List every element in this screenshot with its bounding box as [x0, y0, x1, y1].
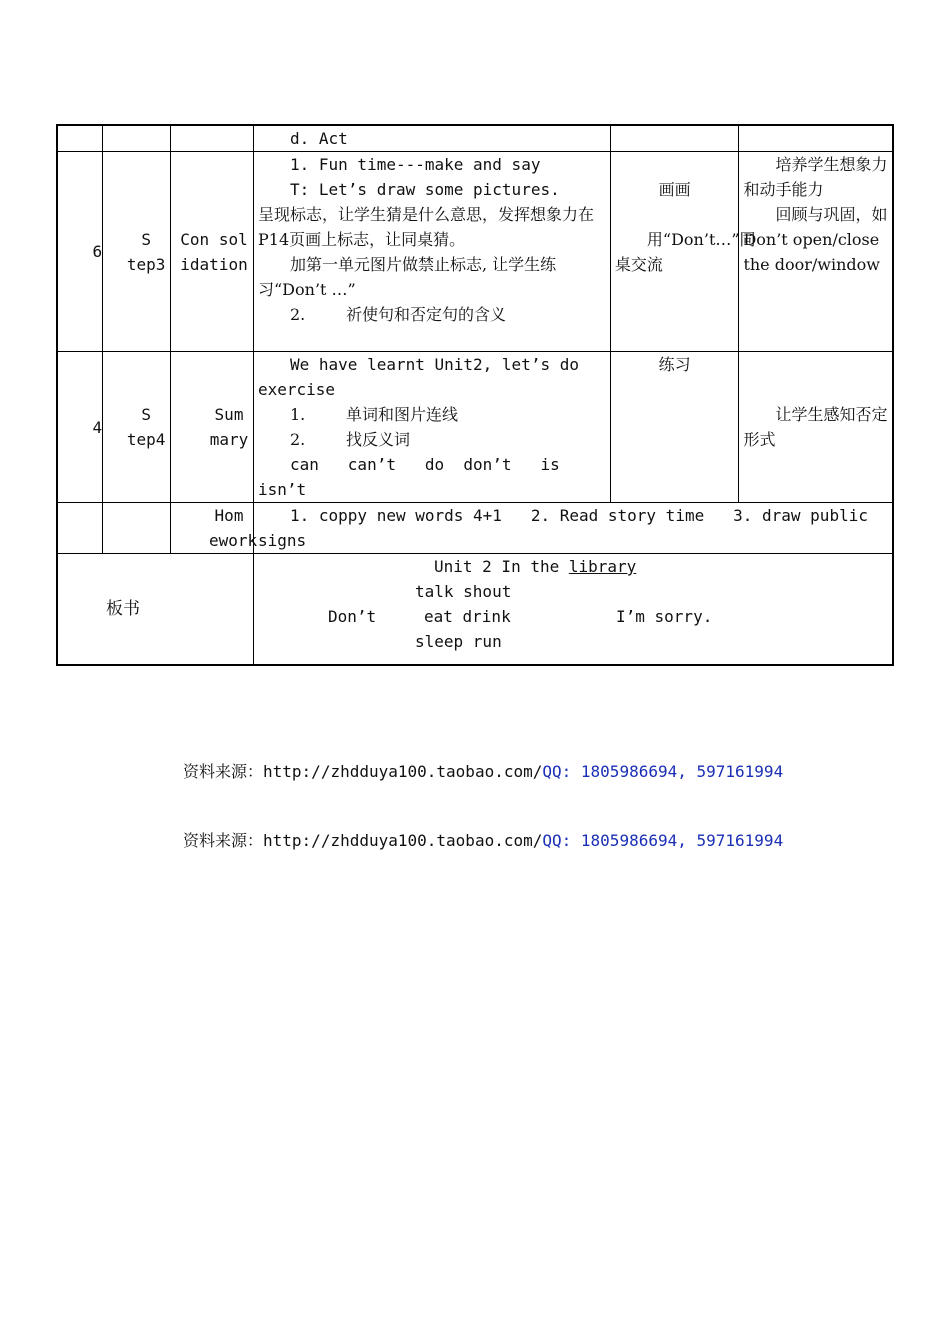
board-content-cell: [254, 554, 894, 666]
process-line: T: Let’s draw some pictures.: [290, 180, 560, 199]
stage-cell: [171, 152, 254, 352]
homework-cell: [254, 503, 894, 554]
time-cell: [57, 503, 103, 554]
student-activity: 画画: [658, 180, 691, 199]
process-line: 呈现标志，让学生猜是什么意思，发挥想象力在P14页画上标志，让同桌猜。: [258, 205, 595, 249]
table-row-step3: [57, 152, 893, 352]
step-label: S tep3: [126, 229, 166, 274]
stage-cell: [171, 503, 258, 554]
aims-cell: [739, 352, 893, 503]
time-cell: [57, 125, 103, 152]
process-line: 加第一单元图片做禁止标志, 让学生练习“Don’t …”: [258, 255, 557, 299]
student-activity: 练习: [658, 355, 691, 374]
table-row-board: [57, 554, 893, 666]
source-link[interactable]: http://zhdduya100.taobao.com/: [263, 762, 543, 781]
board-line: eat drink: [424, 607, 511, 626]
aims-cell: [739, 152, 893, 352]
process-line: 1. 单词和图片连线: [290, 405, 458, 424]
stage-label: Hom ework: [209, 506, 258, 550]
board-line: sleep run: [415, 632, 502, 651]
process-line: We have learnt Unit2, let’s do exercise: [258, 355, 579, 399]
source-line: [183, 828, 783, 851]
time-cell: [57, 352, 103, 503]
source-label: 资料来源：: [183, 831, 264, 850]
table-row-step4: [57, 352, 893, 503]
step-cell: [103, 152, 171, 352]
time-value: 4: [92, 417, 103, 437]
process-line: 1. Fun time---make and say: [290, 155, 541, 174]
aim-text: 培养学生想象力和动手能力: [743, 155, 888, 199]
homework-text: 1. coppy new words 4+1 2. Read story time 3. draw public signs: [258, 506, 878, 550]
aim-text: 让学生感知否定形式: [743, 405, 888, 449]
stage-cell: [171, 125, 254, 152]
time-value: 6: [92, 242, 103, 261]
board-dont: Don’t: [328, 607, 377, 626]
process-cell: [254, 352, 611, 503]
board-line: talk shout: [415, 582, 512, 601]
source-line: [183, 759, 783, 782]
student-activity: 用“Don’t…”同桌交流: [614, 230, 756, 274]
students-cell: [610, 152, 756, 352]
stage-label: Con solidation: [180, 229, 248, 274]
source-qq: QQ: 1805986694, 597161994: [542, 762, 784, 781]
step-label: S tep4: [126, 405, 166, 449]
aims-cell: [739, 125, 893, 152]
step-cell: [103, 352, 171, 503]
lesson-plan-table: [56, 124, 894, 666]
source-qq: QQ: 1805986694, 597161994: [542, 831, 784, 850]
students-cell: [610, 352, 739, 503]
board-title-link: library: [568, 557, 637, 576]
stage-label: Sum mary: [209, 405, 249, 449]
process-cell: [254, 152, 611, 352]
process-line: 2. 找反义词: [290, 430, 410, 449]
process-cell: [254, 125, 611, 152]
table-row-act: [57, 125, 893, 152]
board-label: 板书: [106, 598, 140, 619]
board-label-cell: [57, 554, 254, 666]
students-cell: [610, 125, 739, 152]
aim-text: 回顾与巩固，如Don’t open/close the door/window: [743, 205, 888, 274]
table-row-homework: [57, 503, 893, 554]
source-link[interactable]: http://zhdduya100.taobao.com/: [263, 831, 543, 850]
stage-cell: [171, 352, 254, 503]
process-line: 2. 祈使句和否定句的含义: [290, 305, 506, 324]
board-sorry: I’m sorry.: [616, 607, 713, 626]
board-title-prefix: Unit 2 In the: [434, 557, 569, 576]
source-label: 资料来源：: [183, 762, 264, 781]
time-cell: [57, 152, 103, 352]
process-text: d. Act: [290, 129, 348, 148]
step-cell: [103, 125, 171, 152]
process-line: can can’t do don’t is isn’t: [258, 455, 570, 499]
board-title: [434, 554, 636, 579]
board-content: [258, 554, 888, 664]
step-cell: [103, 503, 171, 554]
